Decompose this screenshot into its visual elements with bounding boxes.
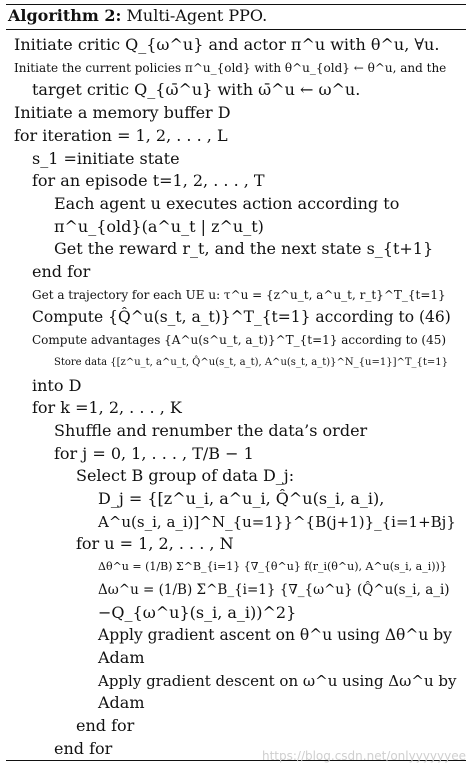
algorithm-line: Initiate the current policies π^u_{old} with θ^u_{old} ← θ^u, and the (14, 60, 447, 75)
algorithm-line: Initiate critic Q_{ω^u} and actor π^u with θ^u, ∀u. (14, 35, 440, 54)
algorithm-line: Get a trajectory for each UE u: τ^u = {z^u_t, a^u_t, r_t}^T_{t=1} (32, 287, 446, 302)
algorithm-line: Select B group of data D_j: (76, 466, 295, 486)
algorithm-line: Adam (98, 647, 145, 667)
algorithm-line: Adam (98, 693, 145, 713)
algorithm-line: Apply gradient descent on ω^u using Δω^u by (98, 671, 457, 690)
watermark: https://blog.csdn.net/onlyyyyyyee (261, 749, 466, 763)
algorithm-line: Shuffle and renumber the data’s order (54, 420, 368, 440)
algorithm-line: for iteration = 1, 2, . . . , L (14, 125, 228, 145)
algorithm-line: into D (32, 375, 82, 395)
algorithm-line: A^u(s_i, a_i)]^N_{u=1}}^{B(j+1)}_{i=1+Bj} (98, 512, 456, 531)
algorithm-name: Multi-Agent PPO. (126, 6, 268, 25)
algorithm-line: s_1 =initiate state (32, 148, 180, 168)
algorithm-line: Compute {Q̂^u(s_t, a_t)}^T_{t=1} according to (46) (32, 308, 451, 327)
algorithm-line: Get the reward r_t, and the next state s_{t+1} (54, 239, 434, 259)
algorithm-line: end for (76, 716, 135, 735)
algorithm-line: Store data {[z^u_t, a^u_t, Q̂^u(s_t, a_t), A^u(s_t, a_t)}^N_{u=1}]^T_{t=1} (54, 356, 449, 368)
algorithm-line: for an episode t=1, 2, . . . , T (32, 171, 265, 191)
algorithm-line: end for (32, 262, 91, 281)
algorithm-label: Algorithm 2: (8, 6, 122, 25)
algorithm-line: for j = 0, 1, . . . , T/B − 1 (54, 443, 254, 463)
algorithm-line: π^u_{old}(a^u_t | z^u_t) (54, 216, 264, 236)
algorithm-title (8, 7, 267, 25)
algorithm-line: Δω^u = (1/B) Σ^B_{i=1} {∇_{ω^u} (Q̂^u(s_i, a_i) (98, 581, 450, 598)
algorithm-line: Compute advantages {A^u(s^u_t, a_t)}^T_{t=1} according to (45) (32, 333, 447, 348)
top-rule (6, 4, 466, 5)
algorithm-line: target critic Q_{ω̄^u} with ω̄^u ← ω^u. (32, 80, 361, 100)
algorithm-line: Each agent u executes action according to (54, 193, 400, 213)
algorithm-line: Δθ^u = (1/B) Σ^B_{i=1} {∇_{θ^u} f(r_i(θ^u), A^u(s_i, a_i))} (98, 560, 447, 574)
algorithm-line: D_j = {[z^u_i, a^u_i, Q̂^u(s_i, a_i), (98, 489, 385, 508)
algorithm-line: for u = 1, 2, . . . , N (76, 534, 234, 554)
algorithm-line: Apply gradient ascent on θ^u using Δθ^u by (98, 626, 452, 645)
algorithm-line: for k =1, 2, . . . , K (32, 398, 182, 418)
title-rule (6, 29, 466, 30)
algorithm-line: −Q_{ω^u}(s_i, a_i))^2} (98, 602, 297, 622)
algorithm-line: Initiate a memory buffer D (14, 103, 231, 123)
algorithm-line: end for (54, 738, 113, 758)
